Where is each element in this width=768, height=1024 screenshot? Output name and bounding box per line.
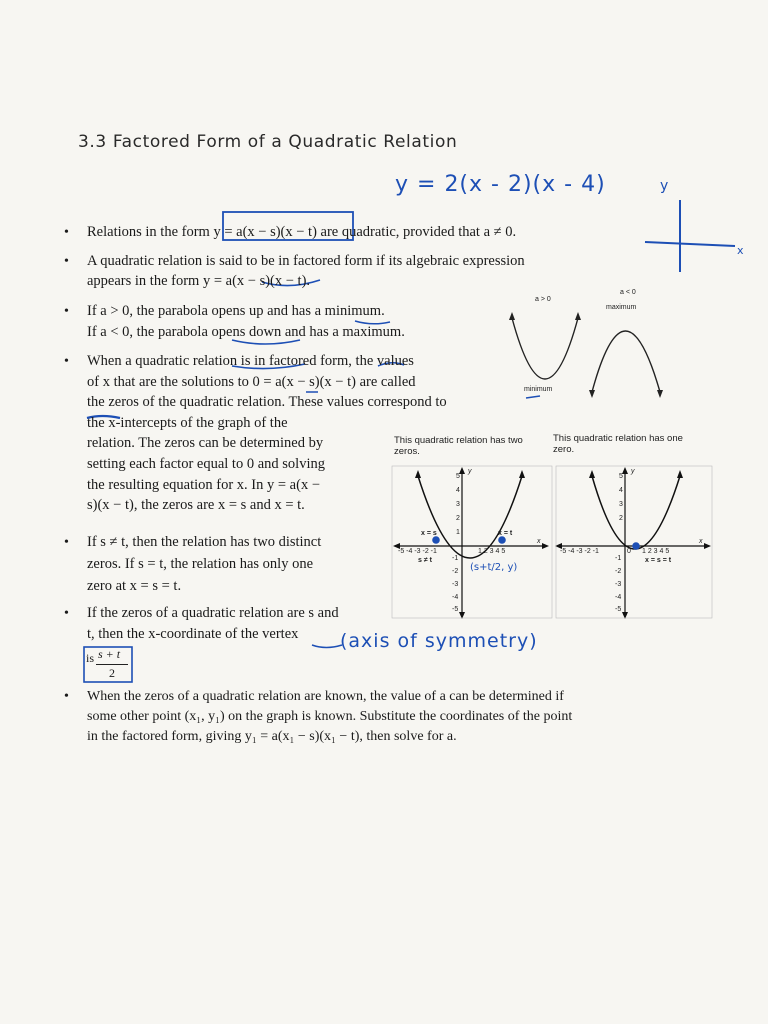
bullet-text-line: When a quadratic relation is in factored form, the values bbox=[87, 353, 414, 369]
bullet-text-line: zeros. If s = t, the relation has only one bbox=[87, 556, 314, 572]
bullet-text-line: appears in the form y = a(x − s)(x − t). bbox=[87, 273, 311, 289]
bullet-text-line: of x that are the solutions to 0 = a(x − s)(x − t) are called bbox=[87, 373, 416, 390]
bullet-text-line: Relations in the form y = a(x − s)(x − t) are quadratic, provided that a ≠ 0. bbox=[87, 224, 517, 240]
graph1-s-ne-t: s ≠ t bbox=[418, 557, 432, 564]
label-a-positive: a > 0 bbox=[535, 296, 551, 303]
graph2-y-tick: -4 bbox=[615, 594, 622, 601]
graph2-x-axis: x bbox=[699, 538, 703, 545]
fraction-bar bbox=[96, 664, 128, 665]
bullet-text-line: in the factored form, giving y₁ = a(x₁ − s)(x₁ − t), then solve for a. bbox=[87, 729, 457, 744]
bullet-marker: • bbox=[64, 254, 69, 269]
graph2-zero-label: 0 bbox=[627, 548, 631, 555]
graph1-y-tick: -3 bbox=[452, 581, 459, 588]
caption-one-zero: This quadratic relation has one zero. bbox=[553, 433, 683, 455]
bullet-text-line: If a < 0, the parabola opens down and has a maximum. bbox=[87, 324, 405, 340]
page-title: 3.3 Factored Form of a Quadratic Relation bbox=[78, 132, 458, 152]
bullet-marker: • bbox=[64, 535, 69, 550]
graph1-vertex-note: (s+t/2, y) bbox=[470, 562, 518, 573]
graph1-y-tick: 1 bbox=[456, 529, 460, 536]
graph2-y-tick: -5 bbox=[615, 606, 622, 613]
bullet-text-line: s)(x − t), the zeros are x = s and x = t. bbox=[87, 497, 305, 514]
graph1-y-tick: -2 bbox=[452, 568, 459, 575]
graph1-y-tick: -1 bbox=[452, 555, 459, 562]
bullet-text-line: When the zeros of a quadratic relation are known, the value of a can be determined if bbox=[87, 689, 564, 704]
graph1-y-tick: 2 bbox=[456, 515, 460, 522]
bullet-marker: • bbox=[64, 606, 69, 621]
handwritten-axis-of-symmetry: (axis of symmetry) bbox=[340, 630, 538, 652]
sketch-y-label: y bbox=[660, 178, 669, 194]
bullet-text-line: the x-intercepts of the graph of the bbox=[87, 414, 288, 431]
bullet-marker: • bbox=[64, 354, 69, 369]
graph1-x-ticks-left: -5 -4 -3 -2 -1 bbox=[398, 548, 437, 555]
graph1-y-tick: 5 bbox=[456, 473, 460, 480]
handwritten-equation: y = 2(x - 2)(x - 4) bbox=[395, 172, 606, 197]
graph1-y-tick: 3 bbox=[456, 501, 460, 508]
bullet-marker: • bbox=[64, 225, 69, 240]
graph1-y-label: y bbox=[468, 468, 472, 475]
graph2-y-tick: -2 bbox=[615, 568, 622, 575]
graph2-y-tick: 2 bbox=[619, 515, 623, 522]
label-maximum: maximum bbox=[606, 304, 637, 311]
bullet-text-line: zero at x = s = t. bbox=[87, 578, 182, 594]
sketch-x-label: x bbox=[737, 244, 744, 257]
vertex-fraction-numerator: s + t bbox=[98, 647, 121, 661]
bullet-text-line: some other point (x₁, y₁) on the graph is known. Substitute the coordinates of the point bbox=[87, 709, 573, 724]
caption-two-zeros: This quadratic relation has two zeros. bbox=[394, 435, 523, 457]
bullet-text-line: A quadratic relation is said to be in factored form if its algebraic expression bbox=[87, 253, 525, 269]
graph1-x-axis: x bbox=[537, 538, 541, 545]
graph1-x-eq-s: x = s bbox=[421, 530, 437, 537]
label-a-negative: a < 0 bbox=[620, 289, 636, 296]
bullet-text-line: If the zeros of a quadratic relation are s and bbox=[87, 605, 339, 621]
bullet-text-line: If a > 0, the parabola opens up and has a minimum. bbox=[87, 303, 385, 319]
bullet-text-line: the resulting equation for x. In y = a(x − bbox=[87, 476, 320, 493]
graph1-y-tick: -4 bbox=[452, 594, 459, 601]
graph2-y-tick: 5 bbox=[619, 473, 623, 480]
bullet-text-line: the zeros of the quadratic relation. These values correspond to bbox=[87, 394, 447, 411]
graph1-x-ticks-right: 1 2 3 4 5 bbox=[478, 548, 506, 555]
graph2-y-tick: 3 bbox=[619, 501, 623, 508]
vertex-fraction-denominator: 2 bbox=[109, 666, 115, 680]
bullet-marker: • bbox=[64, 689, 69, 704]
graph1-y-tick: 4 bbox=[456, 487, 460, 494]
bullet-marker: • bbox=[64, 304, 69, 319]
graph1-x-eq-t: x = t bbox=[498, 530, 513, 537]
graph2-y-tick: -1 bbox=[615, 555, 622, 562]
graph2-y-tick: 4 bbox=[619, 487, 623, 494]
graph2-x-eq-s-eq-t: x = s = t bbox=[645, 557, 672, 564]
bullet-text-line: is bbox=[86, 651, 95, 665]
graph2-x-ticks-left: -5 -4 -3 -2 -1 bbox=[560, 548, 599, 555]
bullet-text-line: setting each factor equal to 0 and solving bbox=[87, 456, 325, 472]
graph1-y-tick: -5 bbox=[452, 606, 459, 613]
bullet-text-line: relation. The zeros can be determined by bbox=[87, 435, 324, 452]
graph2-y-label: y bbox=[631, 468, 635, 475]
graph2-x-ticks-right: 1 2 3 4 5 bbox=[642, 548, 670, 555]
graph2-y-tick: -3 bbox=[615, 581, 622, 588]
bullet-text-line: t, then the x-coordinate of the vertex bbox=[87, 626, 299, 642]
bullet-text-line: If s ≠ t, then the relation has two distinct bbox=[87, 534, 322, 550]
label-minimum: minimum bbox=[524, 386, 553, 393]
